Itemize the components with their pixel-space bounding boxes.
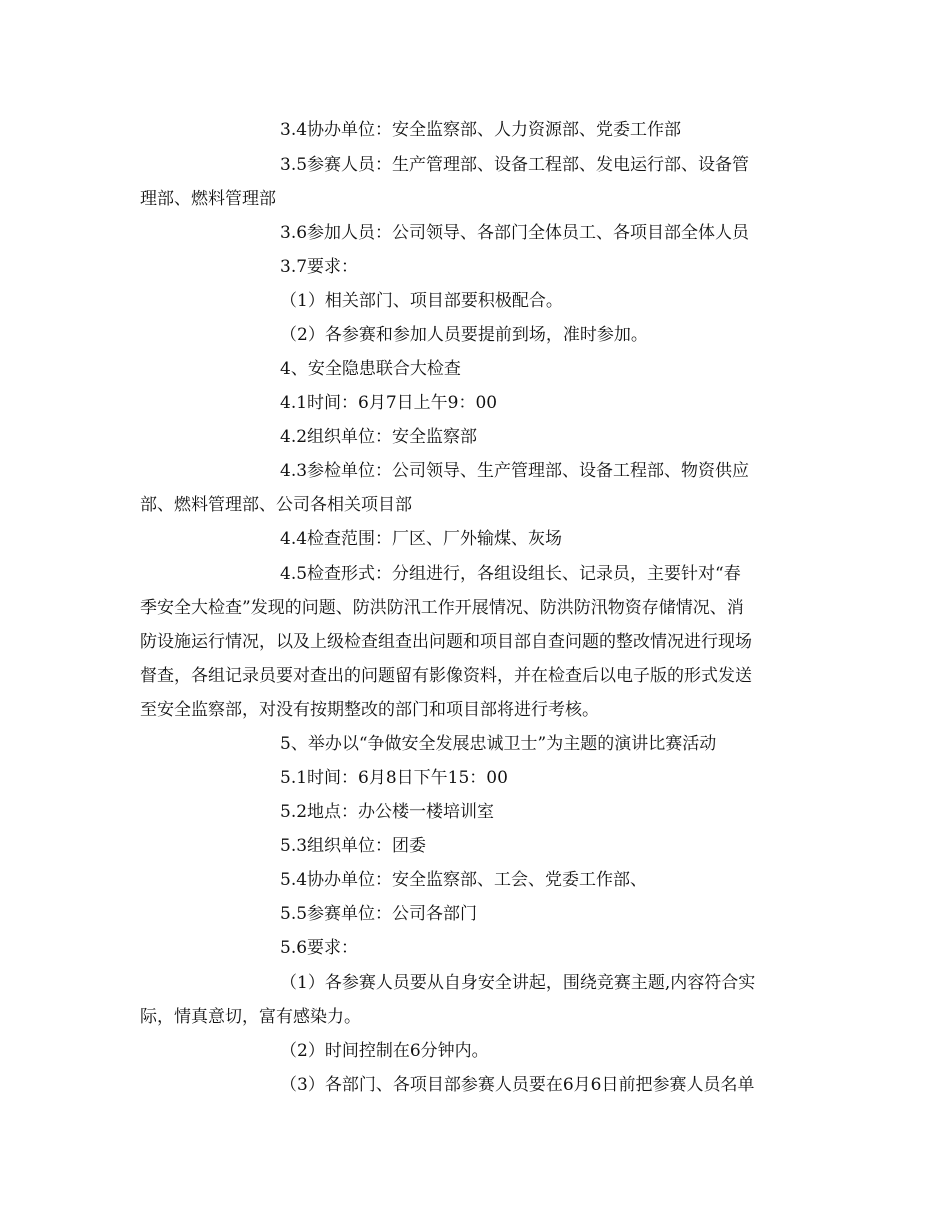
text-line: （2）各参赛和参加人员要提前到场，准时参加。 (280, 325, 648, 345)
text-line: 3.5参赛人员：生产管理部、设备工程部、发电运行部、设备管 (280, 155, 750, 175)
text-line: 5.6要求： (280, 938, 359, 958)
text-line: 5.1时间：6月8日下午15：00 (280, 768, 508, 788)
text-line: 至安全监察部，对没有按期整改的部门和项目部将进行考核。 (140, 700, 599, 720)
text-line: 5.3组织单位：团委 (280, 836, 427, 856)
text-line: 部、燃料管理部、公司各相关项目部 (140, 495, 412, 515)
text-line: 5.4协办单位：安全监察部、工会、党委工作部、 (280, 870, 648, 890)
text-line: 4.5检查形式：分组进行，各组设组长、记录员，主要针对“春 (280, 564, 741, 584)
text-line: 4.1时间：6月7日上午9：00 (280, 393, 498, 413)
text-line: 督查，各组记录员要对查出的问题留有影像资料，并在检查后以电子版的形式发送 (140, 666, 752, 686)
text-line: 际，情真意切，富有感染力。 (140, 1007, 361, 1027)
text-line: （1）相关部门、项目部要积极配合。 (280, 291, 563, 311)
section-heading: 5、举办以“争做安全发展忠诚卫士”为主题的演讲比赛活动 (280, 734, 717, 754)
text-line: 4.2组织单位：安全监察部 (280, 427, 478, 447)
text-line: 3.6参加人员：公司领导、各部门全体员工、各项目部全体人员 (280, 223, 750, 243)
text-line: 5.5参赛单位：公司各部门 (280, 904, 478, 924)
text-line: 3.7要求： (280, 257, 359, 277)
text-line: （1）各参赛人员要从自身安全讲起，围绕竞赛主题,内容符合实 (280, 973, 756, 993)
text-line: 4.3参检单位：公司领导、生产管理部、设备工程部、物资供应 (280, 461, 750, 481)
text-line: 5.2地点：办公楼一楼培训室 (280, 802, 495, 822)
text-line: 防设施运行情况，以及上级检查组查出问题和项目部自查问题的整改情况进行现场 (140, 632, 752, 652)
text-line: 3.4协办单位：安全监察部、人力资源部、党委工作部 (280, 120, 682, 140)
section-heading: 4、安全隐患联合大检查 (280, 359, 461, 379)
text-line: 4.4检查范围：厂区、厂外输煤、灰场 (280, 529, 563, 549)
text-line: （3）各部门、各项目部参赛人员要在6月6日前把参赛人员名单 (280, 1075, 755, 1095)
text-line: （2）时间控制在6分钟内。 (280, 1041, 489, 1061)
text-line: 理部、燃料管理部 (140, 189, 276, 209)
text-line: 季安全大检查”发现的问题、防洪防汛工作开展情况、防洪防汛物资存储情况、消 (140, 598, 744, 618)
